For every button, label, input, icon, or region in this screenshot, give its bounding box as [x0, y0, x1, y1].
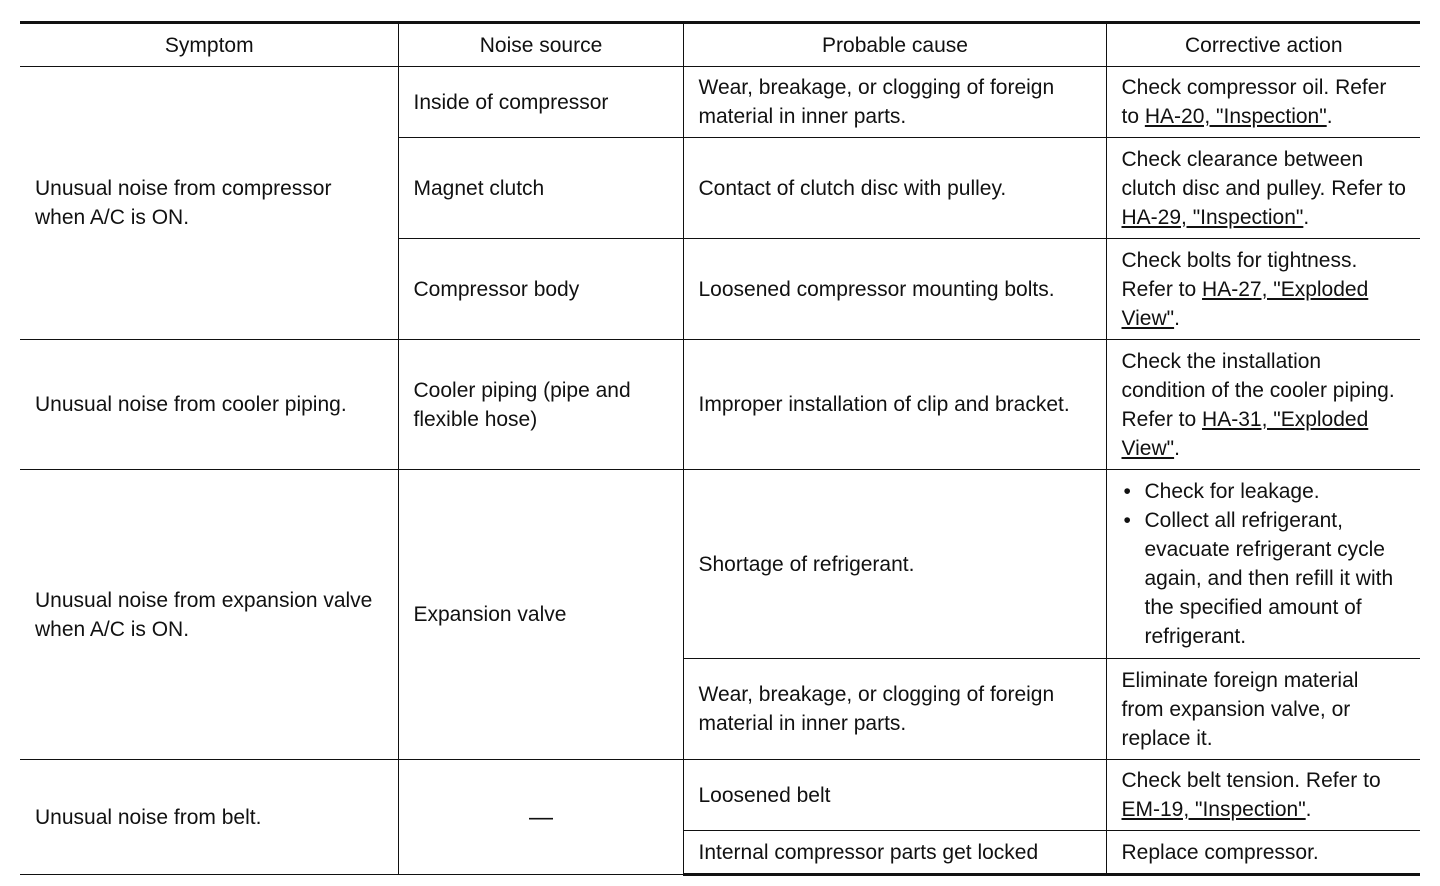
reference-link[interactable]: HA-31, "Exploded View": [1121, 407, 1369, 460]
header-noise-source: Noise source: [398, 23, 683, 67]
action-cell: [1106, 470, 1420, 659]
noise-source-cell: Inside of compressor: [398, 67, 683, 138]
noise-source-cell: Cooler piping (pipe and flexible hose): [398, 340, 683, 470]
action-text: Check belt tension. Refer to: [1121, 769, 1381, 792]
action-cell: [1106, 138, 1420, 239]
cause-cell: Shortage of refrigerant.: [683, 470, 1106, 659]
action-cell: [1106, 67, 1420, 138]
reference-link[interactable]: HA-27, "Exploded View": [1121, 277, 1369, 330]
table-row: [20, 760, 1420, 831]
symptom-cell: Unusual noise from cooler piping.: [20, 340, 398, 470]
noise-source-cell: —: [398, 760, 683, 875]
reference-link[interactable]: HA-20, "Inspection": [1144, 105, 1327, 128]
header-corrective-action: Corrective action: [1106, 23, 1420, 67]
reference-link[interactable]: EM-19, "Inspection": [1121, 798, 1306, 821]
header-symptom: Symptom: [20, 23, 398, 67]
table-row: [20, 340, 1420, 470]
symptom-cell: Unusual noise from expansion valve when A/C is ON.: [20, 470, 398, 760]
cause-cell: Internal compressor parts get locked: [683, 831, 1106, 875]
reference-link[interactable]: HA-29, "Inspection": [1121, 205, 1304, 229]
action-bullet-list: [1122, 477, 1407, 651]
action-cell: Replace compressor.: [1106, 831, 1420, 875]
action-text-end: .: [1305, 798, 1312, 821]
cause-cell: Contact of clutch disc with pulley.: [683, 138, 1106, 239]
header-probable-cause: Probable cause: [683, 23, 1106, 67]
action-text: Check compressor oil. Refer to: [1121, 76, 1387, 128]
header-row: [20, 23, 1420, 67]
symptom-cell: Unusual noise from compressor when A/C is ON.: [20, 67, 398, 340]
action-cell: [1106, 239, 1420, 340]
action-text-end: .: [1326, 105, 1333, 128]
troubleshooting-table: [20, 21, 1420, 876]
table-row: [20, 67, 1420, 138]
cause-cell: Improper installation of clip and bracket.: [683, 340, 1106, 470]
noise-source-cell: Compressor body: [398, 239, 683, 340]
action-text-end: .: [1303, 205, 1310, 229]
noise-source-cell: Magnet clutch: [398, 138, 683, 239]
cause-cell: Loosened belt: [683, 760, 1106, 831]
action-text-end: .: [1174, 306, 1180, 330]
action-text: Check the installation condition of the cooler piping. Refer to: [1121, 349, 1395, 431]
action-cell: [1106, 760, 1420, 831]
cause-cell: Loosened compressor mounting bolts.: [683, 239, 1106, 340]
action-text-end: .: [1174, 436, 1180, 460]
noise-source-cell: Expansion valve: [398, 470, 683, 760]
action-bullet-item: • Collect all refrigerant, evacuate refrigerant cycle again, and then refill it with the specified amount of refrigerant.: [1122, 506, 1407, 651]
cause-cell: Wear, breakage, or clogging of foreign material in inner parts.: [683, 67, 1106, 138]
action-cell: [1106, 340, 1420, 470]
cause-cell: Wear, breakage, or clogging of foreign material in inner parts.: [683, 659, 1106, 760]
table-row: [20, 470, 1420, 659]
action-cell: Eliminate foreign material from expansion valve, or replace it.: [1106, 659, 1420, 760]
action-bullet-item: • Check for leakage.: [1122, 477, 1407, 506]
symptom-cell: Unusual noise from belt.: [20, 760, 398, 875]
action-text: Check bolts for tightness. Refer to: [1121, 248, 1358, 301]
action-text: Check clearance between clutch disc and pulley. Refer to: [1121, 147, 1406, 200]
